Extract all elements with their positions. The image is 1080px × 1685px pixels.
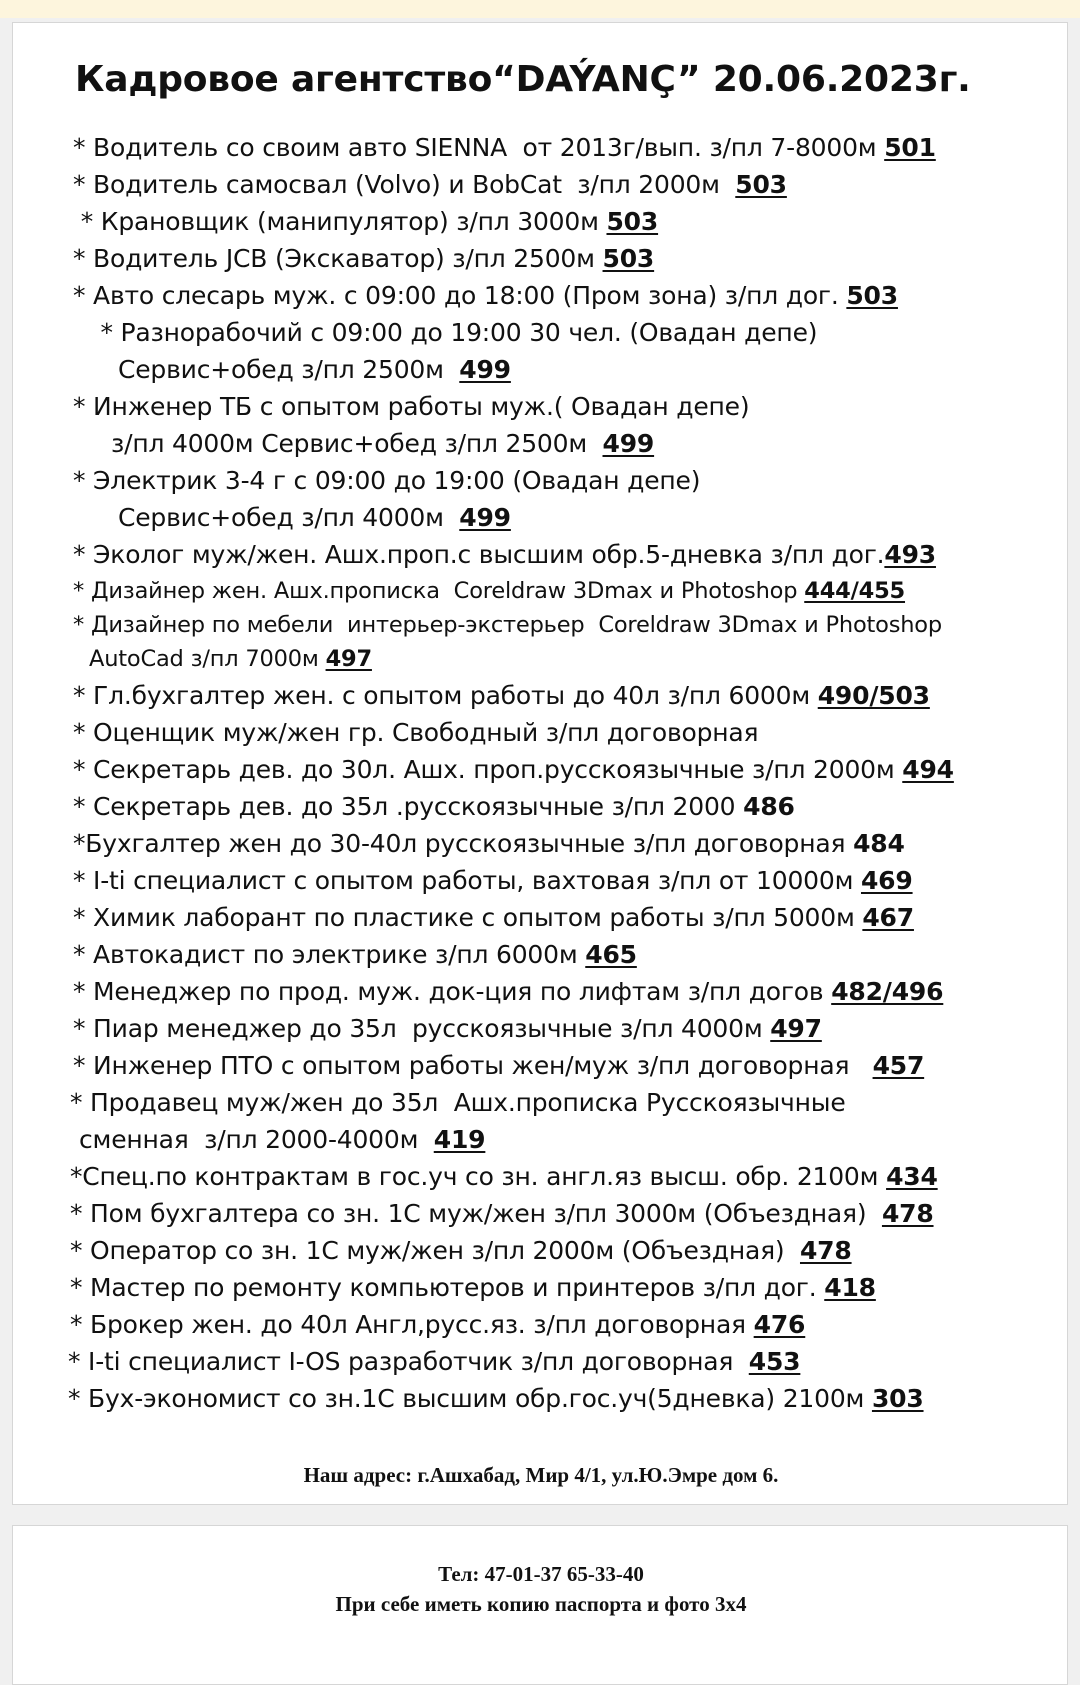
phone-line: Тел: 47-01-37 65-33-40 bbox=[438, 1562, 644, 1586]
vacancy-line bbox=[111, 429, 654, 459]
vacancy-code: 499 bbox=[459, 355, 511, 384]
vacancy-line bbox=[73, 755, 954, 785]
vacancy-text: * Оператор со зн. 1С муж/жен з/пл 2000м (Объездная) bbox=[70, 1236, 800, 1265]
vacancy-line bbox=[70, 1088, 846, 1118]
vacancy-line bbox=[73, 392, 749, 422]
vacancy-text: * Пиар менеджер до 35л русскоязычные з/пл 4000м bbox=[73, 1014, 771, 1043]
vacancy-code: 494 bbox=[902, 755, 954, 784]
vacancy-line bbox=[73, 540, 936, 570]
vacancy-code: 465 bbox=[585, 940, 637, 969]
vacancy-text: * Инженер ПТО с опытом работы жен/муж з/пл договорная bbox=[73, 1051, 873, 1080]
vacancy-code: 434 bbox=[886, 1162, 938, 1191]
vacancy-code: 476 bbox=[753, 1310, 806, 1339]
vacancy-code: 499 bbox=[459, 503, 511, 532]
vacancy-text: * Бух-экономист со зн.1С высшим обр.гос.уч(5дневка) 2100м bbox=[68, 1384, 872, 1413]
vacancy-text: * Пом бухгалтера со зн. 1С муж/жен з/пл 3000м (Объездная) bbox=[70, 1199, 882, 1228]
vacancy-line bbox=[73, 207, 658, 237]
vacancy-line bbox=[73, 829, 905, 859]
vacancy-code: 499 bbox=[602, 429, 655, 458]
vacancy-line bbox=[70, 1273, 876, 1303]
vacancy-line bbox=[70, 1199, 934, 1229]
vacancy-text: * Брокер жен. до 40л Англ,русс.яз. з/пл договорная bbox=[70, 1310, 754, 1339]
documents-note: При себе иметь копию паспорта и фото 3х4 bbox=[335, 1592, 747, 1616]
vacancy-line bbox=[73, 281, 898, 311]
vacancy-line bbox=[73, 866, 913, 896]
vacancy-code: 478 bbox=[881, 1199, 934, 1228]
vacancy-line bbox=[73, 576, 905, 606]
vacancy-line bbox=[68, 1384, 924, 1414]
vacancy-line bbox=[73, 1014, 822, 1044]
vacancy-text: * Водитель JCB (Экскаватор) з/пл 2500м bbox=[73, 244, 603, 273]
vacancy-text: * Оценщик муж/жен гр. Свободный з/пл договорная bbox=[73, 718, 759, 747]
vacancy-text: * Менеджер по прод. муж. док-ция по лифтам з/пл догов bbox=[73, 977, 832, 1006]
vacancy-line bbox=[70, 1310, 805, 1340]
vacancy-code: 497 bbox=[770, 1014, 822, 1043]
vacancy-line bbox=[70, 1236, 852, 1266]
vacancy-text: * I-ti специалист I-OS разработчик з/пл договорная bbox=[68, 1347, 749, 1376]
vacancy-text: * Секретарь дев. до 35л .русскоязычные з/пл 2000 bbox=[73, 792, 744, 821]
vacancy-code: 418 bbox=[824, 1273, 876, 1302]
vacancy-text: *Спец.по контрактам в гос.уч со зн. англ.яз высш. обр. 2100м bbox=[70, 1162, 887, 1191]
vacancy-line bbox=[68, 1347, 800, 1377]
vacancy-code: 482/496 bbox=[831, 977, 944, 1006]
vacancy-code: 484 bbox=[853, 829, 905, 858]
vacancy-code: 503 bbox=[602, 244, 655, 273]
vacancy-text: * Мастер по ремонту компьютеров и принтеров з/пл дог. bbox=[70, 1273, 825, 1302]
vacancy-text: * Автокадист по электрике з/пл 6000м bbox=[73, 940, 586, 969]
vacancy-line bbox=[73, 133, 936, 163]
vacancy-code: 467 bbox=[862, 903, 914, 932]
document-page bbox=[12, 22, 1068, 1505]
vacancy-line bbox=[73, 977, 943, 1007]
vacancy-line bbox=[73, 610, 942, 640]
vacancy-text: * Эколог муж/жен. Ашх.проп.с высшим обр.5-дневка з/пл дог. bbox=[73, 540, 885, 569]
vacancy-text: * Продавец муж/жен до 35л Ашх.прописка Русскоязычные bbox=[70, 1088, 846, 1117]
vacancy-text: * Разнорабочий с 09:00 до 19:00 30 чел. (Овадан депе) bbox=[85, 318, 818, 347]
vacancy-line bbox=[85, 318, 817, 348]
vacancy-line bbox=[73, 792, 795, 822]
address-line: Наш адрес: г.Ашхабад, Мир 4/1, ул.Ю.Эмре дом 6. bbox=[303, 1463, 779, 1487]
vacancy-code: 490/503 bbox=[817, 681, 930, 710]
vacancy-code: 501 bbox=[884, 133, 936, 162]
vacancy-text: * Химик лаборант по пластике с опытом работы з/пл 5000м bbox=[73, 903, 863, 932]
document-page-2 bbox=[12, 1525, 1068, 1685]
vacancy-text: Сервис+обед з/пл 2500м bbox=[118, 355, 460, 384]
vacancy-code: 493 bbox=[884, 540, 936, 569]
vacancy-text: * Дизайнер жен. Ашх.прописка Coreldraw 3Dmax и Photoshop bbox=[73, 578, 805, 604]
vacancy-code: 444/455 bbox=[804, 578, 906, 604]
vacancy-text: сменная з/пл 2000-4000м bbox=[79, 1125, 434, 1154]
vacancy-text: Сервис+обед з/пл 4000м bbox=[118, 503, 460, 532]
vacancy-text: AutoCad з/пл 7000м bbox=[89, 646, 326, 672]
vacancy-text: * Крановщик (манипулятор) з/пл 3000м bbox=[73, 207, 607, 236]
vacancy-line bbox=[73, 170, 787, 200]
vacancy-code: 478 bbox=[799, 1236, 852, 1265]
page-title: Кадровое агентство“DAÝANÇ” 20.06.2023г. bbox=[75, 59, 971, 100]
vacancy-line bbox=[73, 1051, 924, 1081]
vacancy-text: * I-ti специалист с опытом работы, вахтовая з/пл от 10000м bbox=[73, 866, 861, 895]
vacancy-text: * Гл.бухгалтер жен. с опытом работы до 40л з/пл 6000м bbox=[73, 681, 818, 710]
vacancy-code: 453 bbox=[748, 1347, 801, 1376]
vacancy-line bbox=[89, 644, 372, 674]
vacancy-text: *Бухгалтер жен до 30-40л русскоязычные з/пл договорная bbox=[73, 829, 854, 858]
vacancy-line bbox=[73, 466, 700, 496]
vacancy-line bbox=[118, 503, 511, 533]
vacancy-line bbox=[73, 681, 930, 711]
vacancy-text: * Электрик 3-4 г с 09:00 до 19:00 (Овадан депе) bbox=[73, 466, 701, 495]
vacancy-text: з/пл 4000м Сервис+обед з/пл 2500м bbox=[111, 429, 603, 458]
vacancy-line bbox=[73, 718, 758, 748]
vacancy-line bbox=[73, 940, 637, 970]
vacancy-text: * Дизайнер по мебели интерьер-экстерьер Coreldraw 3Dmax и Photoshop bbox=[73, 612, 942, 638]
vacancy-text: * Водитель со своим авто SIENNA от 2013г/вып. з/пл 7-8000м bbox=[73, 133, 885, 162]
vacancy-code: 503 bbox=[846, 281, 898, 310]
top-bar bbox=[0, 0, 1080, 18]
vacancy-code: 486 bbox=[743, 792, 795, 821]
vacancy-text: * Авто слесарь муж. с 09:00 до 18:00 (Пром зона) з/пл дог. bbox=[73, 281, 847, 310]
vacancy-code: 503 bbox=[735, 170, 787, 199]
vacancy-code: 503 bbox=[606, 207, 659, 236]
vacancy-line bbox=[70, 1162, 938, 1192]
vacancy-code: 303 bbox=[871, 1384, 924, 1413]
vacancy-line bbox=[79, 1125, 485, 1155]
vacancy-text: * Секретарь дев. до 30л. Ашх. проп.русскоязычные з/пл 2000м bbox=[73, 755, 903, 784]
vacancy-code: 497 bbox=[325, 646, 372, 672]
vacancy-line bbox=[73, 244, 654, 274]
vacancy-code: 457 bbox=[872, 1051, 925, 1080]
vacancy-line bbox=[118, 355, 511, 385]
vacancy-text: * Водитель самосвал (Volvo) и BobCat з/пл 2000м bbox=[73, 170, 736, 199]
vacancy-code: 469 bbox=[860, 866, 913, 895]
vacancy-line bbox=[73, 903, 914, 933]
vacancy-code: 419 bbox=[433, 1125, 486, 1154]
vacancy-text: * Инженер ТБ с опытом работы муж.( Овадан депе) bbox=[73, 392, 750, 421]
